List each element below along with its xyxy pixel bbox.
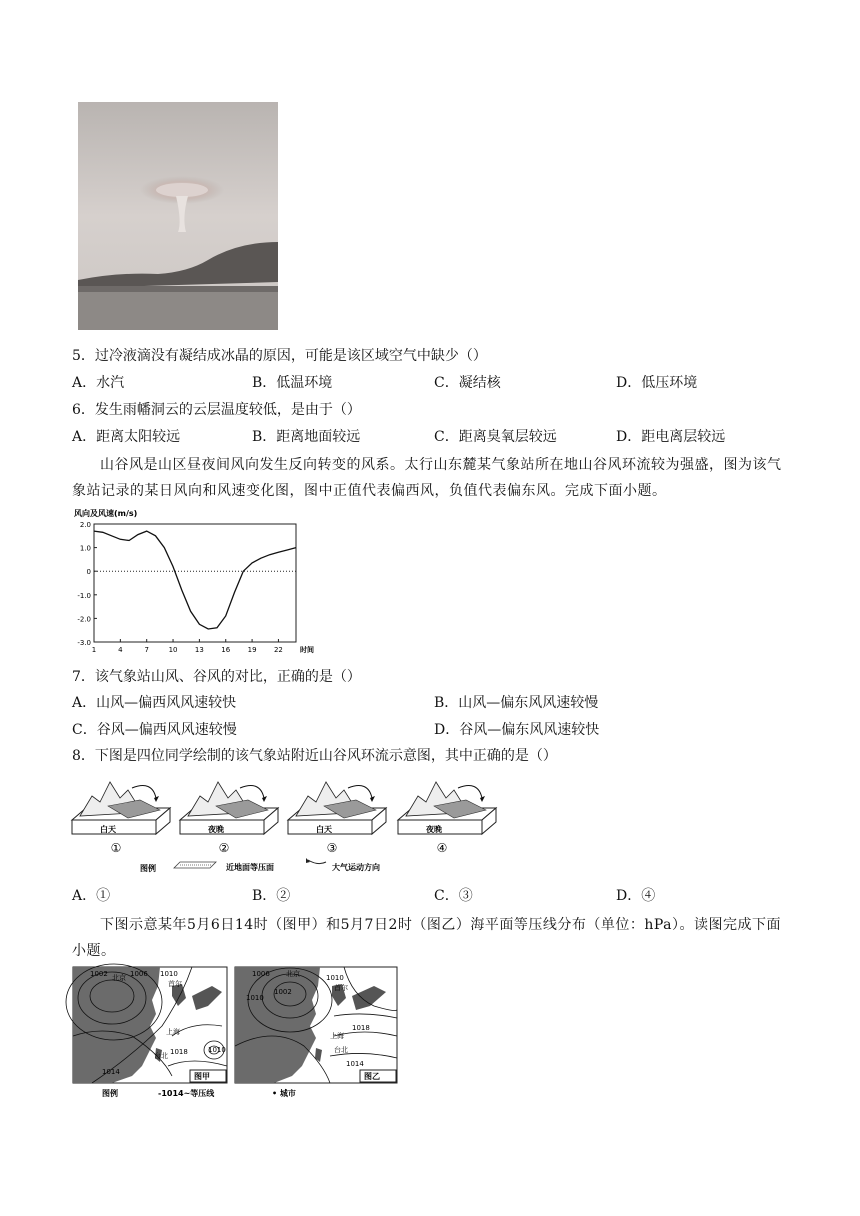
map-right-label: 1018: [352, 1024, 370, 1032]
circulation-arrow-icon: [132, 786, 156, 798]
map-right-label: 1010: [326, 974, 344, 982]
y-tick-label: -2.0: [77, 615, 91, 624]
q5-option-d[interactable]: D．低压环境: [616, 375, 698, 391]
q6-option-b[interactable]: B．距离地面较远: [252, 429, 361, 445]
valley-wind-intro: 山谷风是山区昼夜间风向发生反向转变的风系。太行山东麓某气象站所在地山谷风环流较为强盛，图为该气象站记录的某日风向和风速变化图，图中正值代表偏西风，负值代表偏东风。完成下面小题。: [72, 457, 782, 499]
q6-option-d[interactable]: D．距电离层较远: [616, 429, 726, 445]
pressure-intro: 下图示意某年5月6日14时（图甲）和5月7日2时（图乙）海平面等压线分布（单位：hPa）。读图完成下面小题。: [72, 917, 782, 959]
panel-number: ④: [436, 841, 448, 855]
q6-stem: 6．发生雨幡洞云的云层温度较低，是由于（）: [72, 402, 361, 418]
map-left-label: 1010: [208, 1046, 226, 1054]
arrowhead-icon: [262, 796, 267, 802]
map-right-label: 台北: [334, 1046, 348, 1054]
q8-option-b[interactable]: B．②: [252, 888, 291, 904]
wind-series-line: [94, 531, 296, 629]
map-left-label: 1014: [102, 1068, 120, 1076]
q5-option-a[interactable]: A．水汽: [72, 375, 125, 391]
q5-option-b[interactable]: B．低温环境: [252, 375, 333, 391]
map-left-label: 1002: [90, 970, 108, 978]
map-left-label: 上海: [166, 1028, 180, 1036]
map-right-label: 首尔: [334, 984, 348, 992]
map-right-label: 上海: [330, 1032, 344, 1040]
x-tick-label: 1: [91, 646, 97, 654]
map-right-label: 北京: [286, 970, 300, 978]
panel-time-label: 夜晚: [208, 825, 224, 834]
maps-legend-isobar: -1014~等压线: [158, 1089, 215, 1098]
diagram-panel-2: [180, 782, 278, 855]
diagram-panel-4: [398, 782, 496, 855]
map-right-label: 1006: [252, 970, 270, 978]
map-left-label: 台北: [154, 1052, 168, 1060]
q6-option-a[interactable]: A．距离太阳较远: [72, 429, 181, 445]
q7-option-a[interactable]: A．山风—偏西风风速较快: [72, 695, 237, 711]
x-tick-label: 10: [168, 646, 178, 654]
arrowhead-icon: [370, 796, 375, 802]
legend-arrow-label: 大气运动方向: [332, 863, 380, 872]
q8-option-c[interactable]: C．③: [434, 888, 473, 904]
circulation-arrow-icon: [348, 786, 372, 798]
wind-chart: [72, 504, 312, 656]
map-left-label: 1006: [130, 970, 148, 978]
y-tick-label: 0: [86, 568, 91, 577]
q7-option-c[interactable]: C．谷风—偏西风风速较慢: [72, 722, 237, 738]
arrowhead-icon: [154, 796, 159, 802]
map-right-label: 1010: [246, 994, 264, 1002]
q8-option-a[interactable]: A．①: [72, 888, 111, 904]
arrowhead-icon: [480, 796, 485, 802]
map-right: [235, 967, 397, 1083]
x-tick-label: 4: [118, 646, 123, 654]
y-tick-label: 2.0: [79, 521, 91, 529]
q8-stem: 8．下图是四位同学绘制的该气象站附近山谷风环流示意图，其中正确的是（）: [72, 748, 557, 764]
q7-option-d[interactable]: D．谷风—偏东风风速较快: [434, 722, 600, 738]
diagram-panel-1: [72, 782, 170, 855]
map-left-label: 1018: [170, 1048, 188, 1056]
x-tick-label: 7: [144, 646, 149, 654]
y-tick-label: -3.0: [77, 639, 91, 647]
q6-option-c[interactable]: C．距离臭氧层较远: [434, 429, 557, 445]
circulation-arrow-icon: [240, 786, 264, 798]
chart-ylabel: 风向及风速(m/s): [74, 509, 138, 518]
panel-number: ②: [218, 841, 230, 855]
chart-xlabel: 时间: [300, 646, 314, 654]
chart-frame: [94, 524, 296, 642]
diagram-legend-title: 图例: [140, 864, 156, 873]
panel-number: ③: [326, 841, 338, 855]
q8-option-d[interactable]: D．④: [616, 888, 656, 904]
pressure-maps: [72, 966, 398, 1102]
legend-surface-swatch: [174, 862, 216, 868]
circulation-arrow-icon: [458, 786, 482, 798]
maps-legend-title: 图例: [102, 1089, 118, 1098]
legend-arrow-icon: [308, 860, 326, 864]
y-tick-label: 1.0: [79, 544, 91, 553]
map-right-label: 1002: [274, 988, 292, 996]
q7-option-b[interactable]: B．山风—偏东风风速较慢: [434, 695, 599, 711]
map-left-tag: 图甲: [194, 1072, 210, 1081]
legend-surface-label: 近地面等压面: [226, 863, 274, 872]
map-left-label: 1010: [160, 970, 178, 978]
q5-stem: 5．过冷液滴没有凝结成冰晶的原因，可能是该区域空气中缺少（）: [72, 348, 487, 364]
cloud-photo: [78, 102, 278, 330]
map-left-label: 北京: [112, 974, 126, 982]
q5-option-c[interactable]: C．凝结核: [434, 375, 501, 391]
x-tick-label: 16: [221, 646, 231, 654]
x-tick-label: 13: [194, 646, 204, 654]
panel-time-label: 白天: [100, 825, 116, 834]
valley-circulation-diagram: [70, 776, 500, 876]
map-right-label: 1014: [346, 1060, 364, 1068]
panel-number: ①: [110, 841, 122, 855]
diagram-panel-3: [288, 782, 386, 855]
maps-legend-city: • 城市: [272, 1089, 296, 1098]
q7-stem: 7．该气象站山风、谷风的对比，正确的是（）: [72, 669, 361, 685]
y-tick-label: -1.0: [77, 591, 91, 600]
map-right-tag: 图乙: [364, 1072, 380, 1081]
panel-time-label: 夜晚: [426, 825, 442, 834]
x-tick-label: 19: [247, 646, 257, 654]
x-tick-label: 22: [273, 646, 283, 654]
map-left: [66, 964, 227, 1083]
map-left-label: 首尔: [168, 980, 182, 988]
panel-time-label: 白天: [316, 825, 332, 834]
